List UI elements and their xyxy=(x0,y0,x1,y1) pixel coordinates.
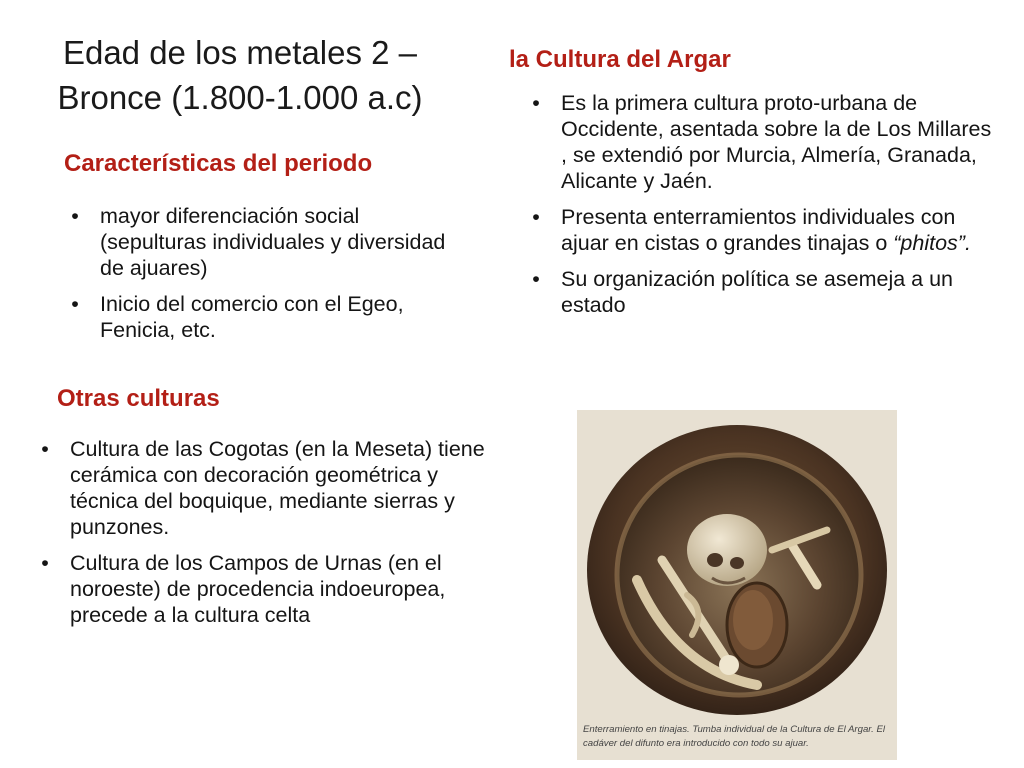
phitos-emphasis: “phitos”. xyxy=(893,231,971,255)
slide-title: Edad de los metales 2 – Bronce (1.800-1.000 a.c) xyxy=(57,34,423,116)
bullet-icon: • xyxy=(41,437,49,461)
list-item-text: Inicio del comercio con el Egeo, Fenicia, etc. xyxy=(100,292,404,342)
list-item xyxy=(30,436,500,540)
otras-culturas-heading: Otras culturas xyxy=(57,385,220,412)
list-item xyxy=(521,266,1001,318)
otras-culturas-list xyxy=(30,436,500,638)
list-item xyxy=(30,550,500,628)
photo-caption: Enterramiento en tinajas. Tumba individual de la Cultura de El Argar. El cadáver del difunto era introducido con todo su ajuar. xyxy=(583,724,886,749)
list-item-text: mayor diferenciación social (sepulturas individuales y diversidad de ajuares) xyxy=(100,204,446,280)
caracteristicas-list xyxy=(60,203,460,353)
list-item-text: Presenta enterramientos individuales con ajuar en cistas o grandes tinajas o xyxy=(561,205,956,255)
list-item-text: Su organización política se asemeja a un estado xyxy=(561,267,954,317)
burial-jar-photo xyxy=(577,410,897,760)
argar-list xyxy=(521,90,1001,328)
bullet-icon: • xyxy=(532,91,540,115)
argar-heading: la Cultura del Argar xyxy=(509,46,731,73)
burial-jar-illustration xyxy=(577,410,897,720)
bullet-icon: • xyxy=(71,204,79,228)
bullet-icon: • xyxy=(532,267,540,291)
bullet-icon: • xyxy=(71,292,79,316)
bullet-icon: • xyxy=(532,205,540,229)
list-item-text: Cultura de las Cogotas (en la Meseta) tiene cerámica con decoración geométrica y técnica del boquique, mediante sierras y punzones. xyxy=(70,437,485,539)
list-item xyxy=(521,90,1001,194)
list-item-text: Es la primera cultura proto-urbana de Occidente, asentada sobre la de Los Millares , se extendió por Murcia, Almería, Granada, Alicante y Jaén. xyxy=(561,91,992,193)
list-item xyxy=(60,291,460,343)
list-item xyxy=(60,203,460,281)
caracteristicas-heading: Características del periodo xyxy=(64,150,373,177)
list-item xyxy=(521,204,1001,256)
bullet-icon: • xyxy=(41,551,49,575)
list-item-text: Cultura de los Campos de Urnas (en el noroeste) de procedencia indoeuropea, precede a la cultura celta xyxy=(70,551,446,627)
